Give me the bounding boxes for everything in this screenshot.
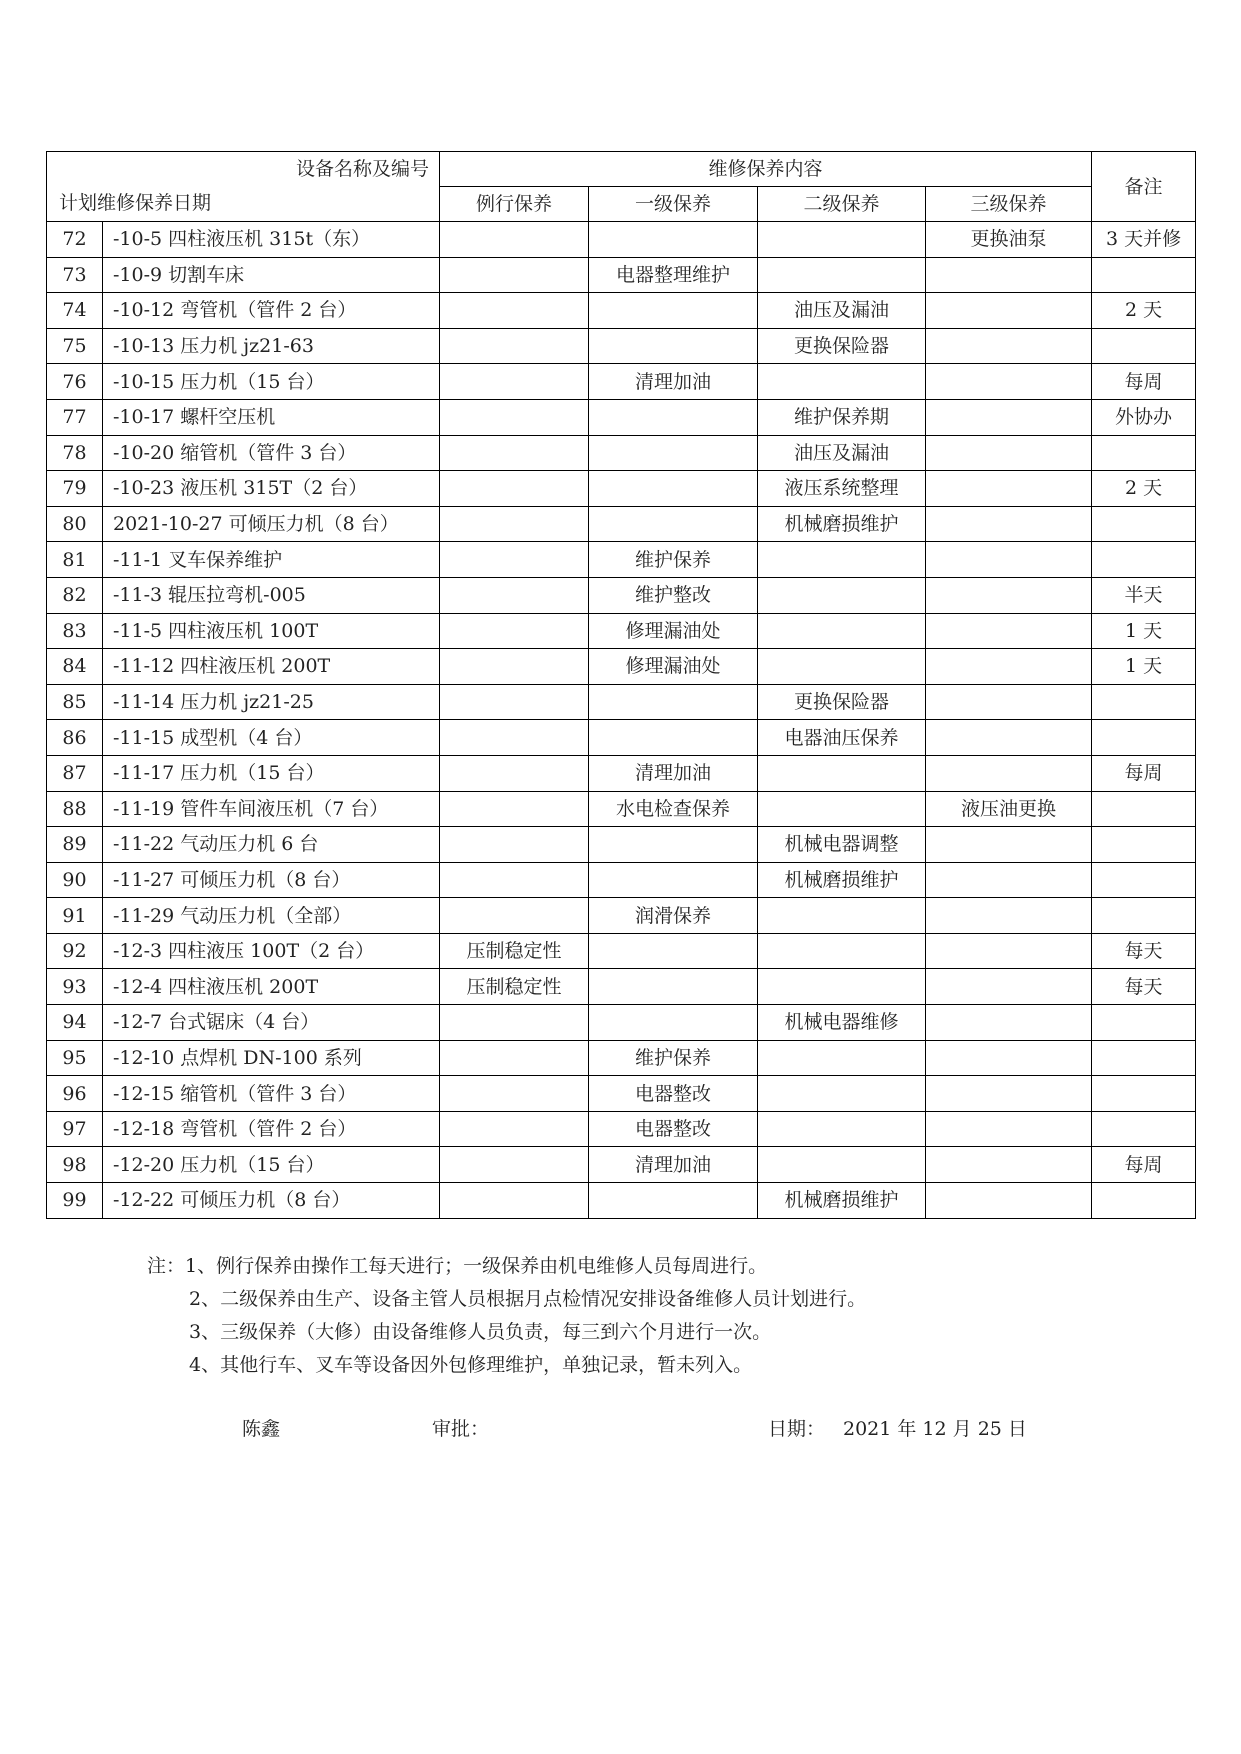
- level3-maintenance-cell: 更换油泵: [926, 222, 1092, 258]
- level2-maintenance-cell: [758, 969, 926, 1005]
- equipment-name-cell: -11-1 叉车保养维护: [103, 542, 440, 578]
- table-row: [47, 898, 1196, 934]
- level3-maintenance-cell: [926, 720, 1092, 756]
- remark-cell: [1092, 506, 1196, 542]
- remark-cell: [1092, 435, 1196, 471]
- routine-maintenance-cell: [440, 720, 589, 756]
- remark-cell: [1092, 1005, 1196, 1041]
- level3-maintenance-cell: [926, 364, 1092, 400]
- equipment-name-cell: -12-20 压力机（15 台）: [103, 1147, 440, 1183]
- row-number-cell: 74: [47, 293, 103, 329]
- equipment-name-cell: -10-5 四柱液压机 315t（东）: [103, 222, 440, 258]
- remark-cell: [1092, 257, 1196, 293]
- routine-maintenance-cell: [440, 684, 589, 720]
- signer-name: 陈鑫: [242, 1418, 281, 1440]
- level3-maintenance-cell: [926, 328, 1092, 364]
- table-row: [47, 293, 1196, 329]
- level2-maintenance-cell: 机械电器维修: [758, 1005, 926, 1041]
- plan-date-header: 计划维修保养日期: [59, 192, 212, 214]
- level2-maintenance-cell: [758, 791, 926, 827]
- routine-maintenance-cell: [440, 1147, 589, 1183]
- level1-maintenance-cell: 维护保养: [589, 1040, 758, 1076]
- level2-maintenance-cell: [758, 1111, 926, 1147]
- routine-maintenance-cell: [440, 506, 589, 542]
- row-number-cell: 72: [47, 222, 103, 258]
- level1-maintenance-cell: [589, 506, 758, 542]
- routine-maintenance-cell: 压制稳定性: [440, 933, 589, 969]
- equipment-name-cell: -10-20 缩管机（管件 3 台）: [103, 435, 440, 471]
- routine-maintenance-header: 例行保养: [440, 187, 589, 222]
- row-number-cell: 73: [47, 257, 103, 293]
- level2-maintenance-cell: [758, 1076, 926, 1112]
- table-row: [47, 435, 1196, 471]
- level3-maintenance-cell: [926, 1111, 1092, 1147]
- remark-cell: [1092, 791, 1196, 827]
- level2-maintenance-cell: [758, 577, 926, 613]
- level1-maintenance-cell: 清理加油: [589, 1147, 758, 1183]
- remark-cell: 每周: [1092, 364, 1196, 400]
- level2-maintenance-cell: [758, 257, 926, 293]
- remark-cell: [1092, 862, 1196, 898]
- level2-maintenance-cell: 更换保险器: [758, 328, 926, 364]
- table-row: [47, 577, 1196, 613]
- equipment-name-cell: -11-17 压力机（15 台）: [103, 755, 440, 791]
- level3-maintenance-cell: [926, 933, 1092, 969]
- table-row: [47, 257, 1196, 293]
- row-number-cell: 99: [47, 1183, 103, 1219]
- row-number-cell: 91: [47, 898, 103, 934]
- level1-maintenance-cell: 电器整理维护: [589, 257, 758, 293]
- remark-cell: [1092, 898, 1196, 934]
- level2-maintenance-cell: [758, 364, 926, 400]
- row-number-cell: 77: [47, 399, 103, 435]
- row-number-cell: 84: [47, 649, 103, 685]
- level1-maintenance-cell: [589, 684, 758, 720]
- level1-maintenance-cell: [589, 1005, 758, 1041]
- level2-maintenance-cell: 更换保险器: [758, 684, 926, 720]
- routine-maintenance-cell: [440, 1040, 589, 1076]
- routine-maintenance-cell: [440, 1076, 589, 1112]
- equipment-name-cell: -10-12 弯管机（管件 2 台）: [103, 293, 440, 329]
- table-row: [47, 827, 1196, 863]
- row-number-cell: 83: [47, 613, 103, 649]
- remark-cell: 每周: [1092, 755, 1196, 791]
- row-number-cell: 97: [47, 1111, 103, 1147]
- row-number-cell: 75: [47, 328, 103, 364]
- row-number-cell: 90: [47, 862, 103, 898]
- remark-cell: [1092, 827, 1196, 863]
- remark-cell: 1 天: [1092, 613, 1196, 649]
- level1-maintenance-cell: [589, 328, 758, 364]
- maintenance-plan-table: [46, 151, 1196, 1219]
- level1-maintenance-cell: 电器整改: [589, 1076, 758, 1112]
- equipment-name-cell: -12-15 缩管机（管件 3 台）: [103, 1076, 440, 1112]
- table-row: [47, 1076, 1196, 1112]
- table-row: [47, 1111, 1196, 1147]
- level1-maintenance-cell: 润滑保养: [589, 898, 758, 934]
- note-line: 4、其他行车、叉车等设备因外包修理维护，单独记录，暂未列入。: [189, 1354, 753, 1376]
- remark-header: 备注: [1092, 152, 1196, 222]
- level2-maintenance-cell: [758, 898, 926, 934]
- level1-maintenance-cell: [589, 399, 758, 435]
- row-number-cell: 82: [47, 577, 103, 613]
- level2-maintenance-cell: [758, 755, 926, 791]
- note-line: 3、三级保养（大修）由设备维修人员负责，每三到六个月进行一次。: [189, 1321, 772, 1343]
- table-row: [47, 1005, 1196, 1041]
- equipment-name-cell: -11-12 四柱液压机 200T: [103, 649, 440, 685]
- level3-maintenance-cell: [926, 1147, 1092, 1183]
- table-row: [47, 222, 1196, 258]
- level1-maintenance-cell: 维护保养: [589, 542, 758, 578]
- routine-maintenance-cell: [440, 471, 589, 507]
- remark-cell: [1092, 1111, 1196, 1147]
- table-row: [47, 649, 1196, 685]
- level3-maintenance-cell: [926, 969, 1092, 1005]
- equipment-name-cell: -12-18 弯管机（管件 2 台）: [103, 1111, 440, 1147]
- level1-maintenance-cell: [589, 862, 758, 898]
- equipment-name-cell: -12-22 可倾压力机（8 台）: [103, 1183, 440, 1219]
- routine-maintenance-cell: [440, 1005, 589, 1041]
- row-number-cell: 92: [47, 933, 103, 969]
- table-row: [47, 720, 1196, 756]
- routine-maintenance-cell: [440, 293, 589, 329]
- routine-maintenance-cell: [440, 755, 589, 791]
- level3-maintenance-cell: [926, 471, 1092, 507]
- routine-maintenance-cell: [440, 542, 589, 578]
- equipment-name-cell: -11-5 四柱液压机 100T: [103, 613, 440, 649]
- level2-maintenance-cell: 液压系统整理: [758, 471, 926, 507]
- remark-cell: [1092, 1076, 1196, 1112]
- table-row: [47, 1183, 1196, 1219]
- table-row: [47, 542, 1196, 578]
- equipment-name-cell: -12-4 四柱液压机 200T: [103, 969, 440, 1005]
- equipment-name-cell: -11-19 管件车间液压机（7 台）: [103, 791, 440, 827]
- remark-cell: 每周: [1092, 1147, 1196, 1183]
- note-line: 注：1、例行保养由操作工每天进行；一级保养由机电维修人员每周进行。: [147, 1255, 768, 1277]
- remark-cell: 1 天: [1092, 649, 1196, 685]
- level1-maintenance-cell: [589, 435, 758, 471]
- routine-maintenance-cell: [440, 1111, 589, 1147]
- routine-maintenance-cell: [440, 791, 589, 827]
- row-number-cell: 89: [47, 827, 103, 863]
- equipment-name-cell: -12-3 四柱液压 100T（2 台）: [103, 933, 440, 969]
- level2-maintenance-cell: 油压及漏油: [758, 293, 926, 329]
- level2-maintenance-header: 二级保养: [758, 187, 926, 222]
- level2-maintenance-cell: [758, 1147, 926, 1183]
- level2-maintenance-cell: [758, 542, 926, 578]
- remark-cell: [1092, 1183, 1196, 1219]
- level3-maintenance-cell: [926, 257, 1092, 293]
- equipment-name-cell: -10-13 压力机 jz21-63: [103, 328, 440, 364]
- level3-maintenance-header: 三级保养: [926, 187, 1092, 222]
- routine-maintenance-cell: [440, 898, 589, 934]
- routine-maintenance-cell: [440, 328, 589, 364]
- routine-maintenance-cell: [440, 862, 589, 898]
- level2-maintenance-cell: [758, 613, 926, 649]
- row-number-cell: 94: [47, 1005, 103, 1041]
- level1-maintenance-cell: 水电检查保养: [589, 791, 758, 827]
- level3-maintenance-cell: [926, 613, 1092, 649]
- level1-maintenance-cell: 清理加油: [589, 755, 758, 791]
- table-row: [47, 933, 1196, 969]
- level2-maintenance-cell: [758, 649, 926, 685]
- level3-maintenance-cell: 液压油更换: [926, 791, 1092, 827]
- level1-maintenance-header: 一级保养: [589, 187, 758, 222]
- table-row: [47, 969, 1196, 1005]
- level2-maintenance-cell: 电器油压保养: [758, 720, 926, 756]
- table-row: [47, 684, 1196, 720]
- level1-maintenance-cell: [589, 969, 758, 1005]
- equipment-name-cell: -10-17 螺杆空压机: [103, 399, 440, 435]
- row-number-cell: 95: [47, 1040, 103, 1076]
- level1-maintenance-cell: 修理漏油处: [589, 649, 758, 685]
- level1-maintenance-cell: [589, 222, 758, 258]
- routine-maintenance-cell: [440, 577, 589, 613]
- routine-maintenance-cell: [440, 613, 589, 649]
- approve-label: 审批：: [432, 1418, 490, 1440]
- table-row: [47, 1040, 1196, 1076]
- remark-cell: [1092, 328, 1196, 364]
- note-line: 2、二级保养由生产、设备主管人员根据月点检情况安排设备维修人员计划进行。: [189, 1288, 867, 1310]
- date-label: 日期：: [768, 1418, 826, 1440]
- level2-maintenance-cell: [758, 1040, 926, 1076]
- remark-cell: [1092, 1040, 1196, 1076]
- equipment-name-cell: -11-15 成型机（4 台）: [103, 720, 440, 756]
- table-row: [47, 506, 1196, 542]
- level1-maintenance-cell: [589, 720, 758, 756]
- table-row: [47, 1147, 1196, 1183]
- level2-maintenance-cell: 机械电器调整: [758, 827, 926, 863]
- row-number-cell: 86: [47, 720, 103, 756]
- level2-maintenance-cell: 机械磨损维护: [758, 862, 926, 898]
- routine-maintenance-cell: [440, 649, 589, 685]
- level1-maintenance-cell: 电器整改: [589, 1111, 758, 1147]
- level3-maintenance-cell: [926, 1076, 1092, 1112]
- level3-maintenance-cell: [926, 293, 1092, 329]
- level2-maintenance-cell: 机械磨损维护: [758, 506, 926, 542]
- table-row: [47, 471, 1196, 507]
- row-number-cell: 87: [47, 755, 103, 791]
- level2-maintenance-cell: [758, 933, 926, 969]
- remark-cell: 半天: [1092, 577, 1196, 613]
- equipment-name-cell: -11-3 辊压拉弯机-005: [103, 577, 440, 613]
- row-number-cell: 80: [47, 506, 103, 542]
- row-number-cell: 98: [47, 1147, 103, 1183]
- row-number-cell: 76: [47, 364, 103, 400]
- level3-maintenance-cell: [926, 898, 1092, 934]
- remark-cell: 2 天: [1092, 293, 1196, 329]
- routine-maintenance-cell: 压制稳定性: [440, 969, 589, 1005]
- remark-cell: [1092, 720, 1196, 756]
- level3-maintenance-cell: [926, 649, 1092, 685]
- equipment-name-cell: 2021-10-27 可倾压力机（8 台）: [103, 506, 440, 542]
- maintenance-content-header: 维修保养内容: [440, 152, 1092, 187]
- date-value: 2021 年 12 月 25 日: [843, 1418, 1027, 1440]
- level3-maintenance-cell: [926, 577, 1092, 613]
- level3-maintenance-cell: [926, 1040, 1092, 1076]
- table-row: [47, 862, 1196, 898]
- remark-cell: 每天: [1092, 933, 1196, 969]
- table-row: [47, 399, 1196, 435]
- row-number-cell: 96: [47, 1076, 103, 1112]
- level1-maintenance-cell: 维护整改: [589, 577, 758, 613]
- level1-maintenance-cell: [589, 827, 758, 863]
- equipment-name-cell: -11-14 压力机 jz21-25: [103, 684, 440, 720]
- level1-maintenance-cell: [589, 933, 758, 969]
- level1-maintenance-cell: [589, 1183, 758, 1219]
- routine-maintenance-cell: [440, 435, 589, 471]
- level3-maintenance-cell: [926, 755, 1092, 791]
- equipment-name-cell: -11-27 可倾压力机（8 台）: [103, 862, 440, 898]
- table-row: [47, 613, 1196, 649]
- level2-maintenance-cell: [758, 222, 926, 258]
- level2-maintenance-cell: 机械磨损维护: [758, 1183, 926, 1219]
- remark-cell: 3 天并修: [1092, 222, 1196, 258]
- row-number-cell: 85: [47, 684, 103, 720]
- level3-maintenance-cell: [926, 435, 1092, 471]
- level3-maintenance-cell: [926, 684, 1092, 720]
- equipment-name-cell: -10-15 压力机（15 台）: [103, 364, 440, 400]
- level2-maintenance-cell: 维护保养期: [758, 399, 926, 435]
- level3-maintenance-cell: [926, 542, 1092, 578]
- remark-cell: [1092, 542, 1196, 578]
- routine-maintenance-cell: [440, 222, 589, 258]
- level1-maintenance-cell: [589, 471, 758, 507]
- equipment-name-cell: -12-10 点焊机 DN-100 系列: [103, 1040, 440, 1076]
- level3-maintenance-cell: [926, 1005, 1092, 1041]
- equipment-name-header: 设备名称及编号: [295, 158, 429, 180]
- notes-section: [147, 1250, 866, 1382]
- remark-cell: 2 天: [1092, 471, 1196, 507]
- remark-cell: 每天: [1092, 969, 1196, 1005]
- row-number-cell: 88: [47, 791, 103, 827]
- level1-maintenance-cell: 修理漏油处: [589, 613, 758, 649]
- remark-cell: [1092, 684, 1196, 720]
- remark-cell: 外协办: [1092, 399, 1196, 435]
- level3-maintenance-cell: [926, 1183, 1092, 1219]
- level3-maintenance-cell: [926, 827, 1092, 863]
- routine-maintenance-cell: [440, 827, 589, 863]
- routine-maintenance-cell: [440, 364, 589, 400]
- equipment-name-cell: -11-22 气动压力机 6 台: [103, 827, 440, 863]
- level2-maintenance-cell: 油压及漏油: [758, 435, 926, 471]
- level1-maintenance-cell: 清理加油: [589, 364, 758, 400]
- table-row: [47, 791, 1196, 827]
- table-row: [47, 755, 1196, 791]
- table-row: [47, 328, 1196, 364]
- level1-maintenance-cell: [589, 293, 758, 329]
- equipment-name-cell: -11-29 气动压力机（全部）: [103, 898, 440, 934]
- table-row: [47, 364, 1196, 400]
- routine-maintenance-cell: [440, 1183, 589, 1219]
- level3-maintenance-cell: [926, 399, 1092, 435]
- row-number-cell: 78: [47, 435, 103, 471]
- row-number-cell: 93: [47, 969, 103, 1005]
- equipment-name-cell: -10-23 液压机 315T（2 台）: [103, 471, 440, 507]
- routine-maintenance-cell: [440, 257, 589, 293]
- equipment-name-cell: -10-9 切割车床: [103, 257, 440, 293]
- row-number-cell: 81: [47, 542, 103, 578]
- equipment-name-cell: -12-7 台式锯床（4 台）: [103, 1005, 440, 1041]
- header-equipment-date-cell: [47, 152, 440, 222]
- row-number-cell: 79: [47, 471, 103, 507]
- level3-maintenance-cell: [926, 506, 1092, 542]
- level3-maintenance-cell: [926, 862, 1092, 898]
- routine-maintenance-cell: [440, 399, 589, 435]
